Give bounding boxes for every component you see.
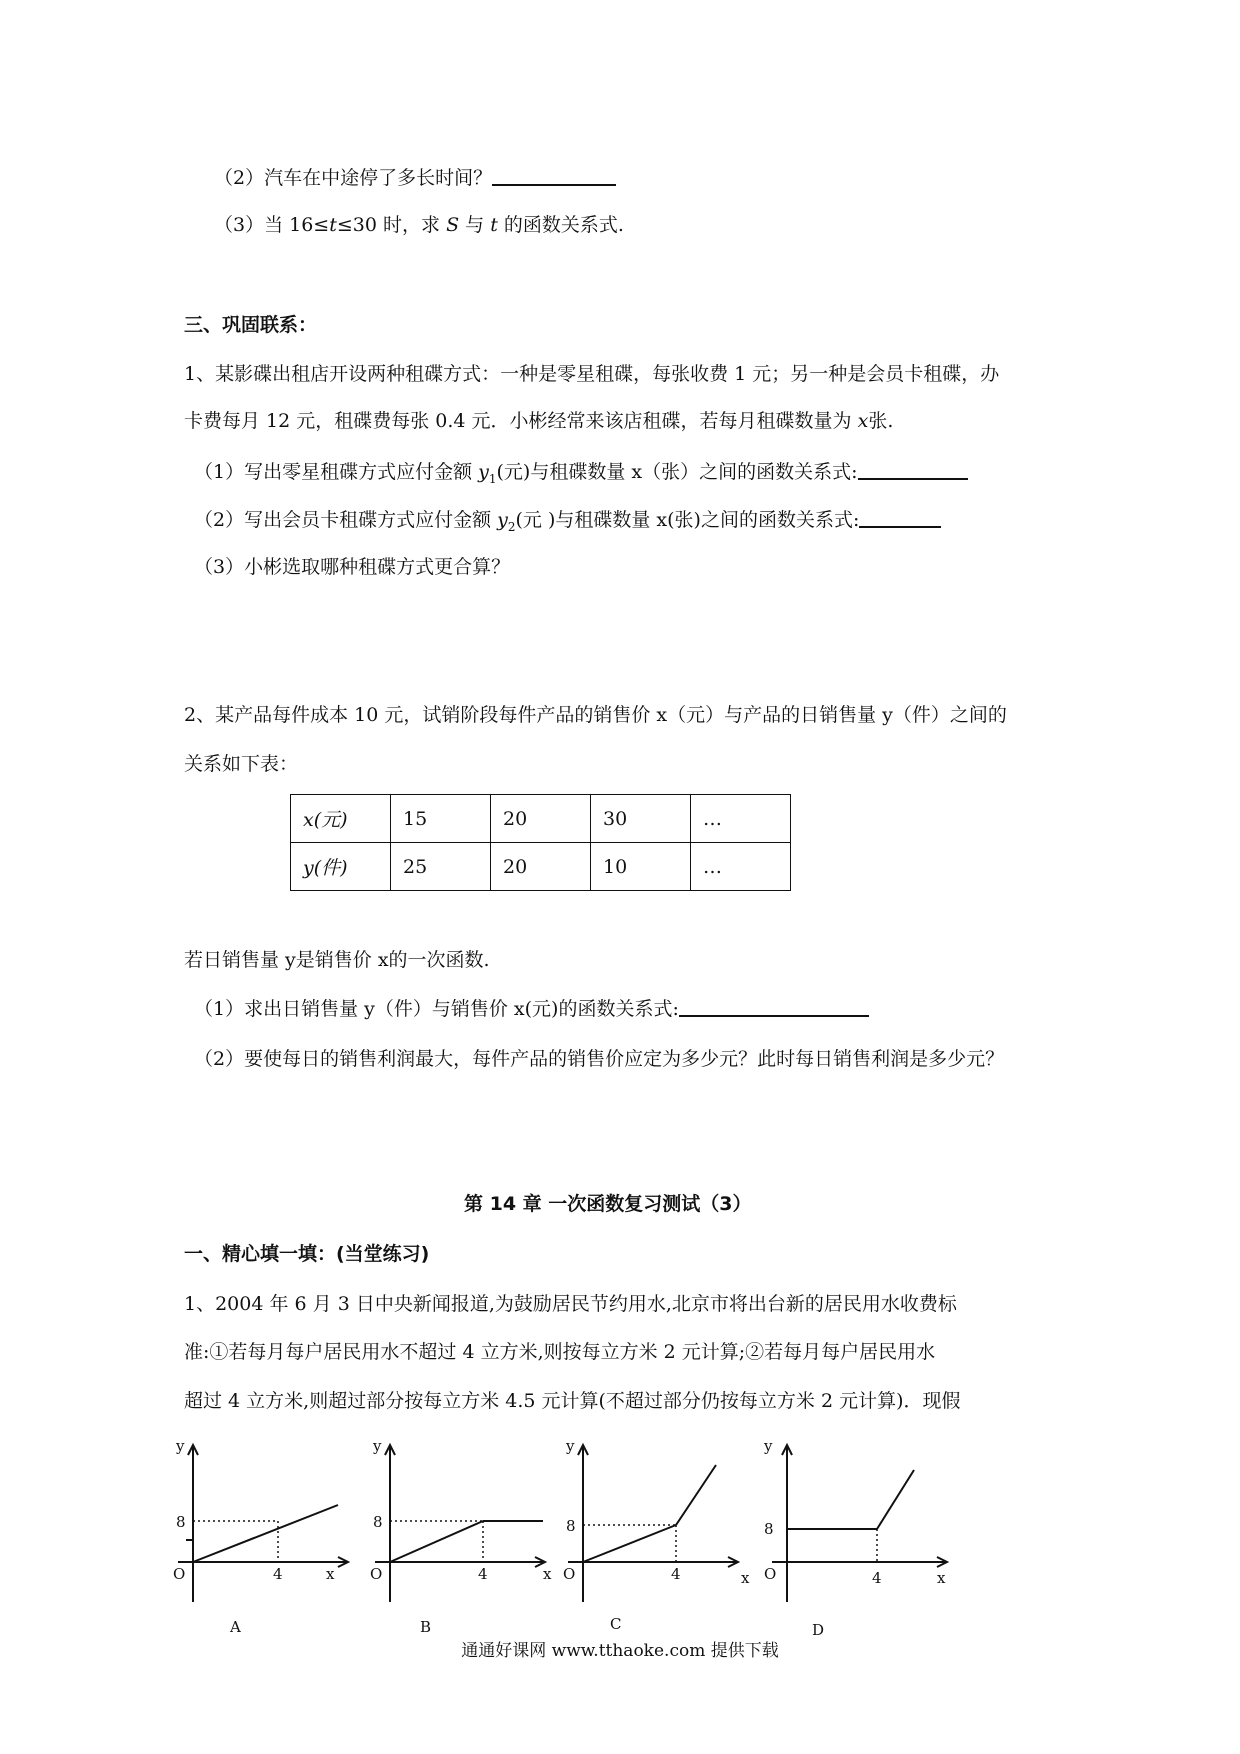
answer-blank — [858, 460, 968, 480]
footer-watermark: 通通好课网 www.tthaoke.com 提供下载 — [461, 1641, 779, 1661]
svg-text:y: y — [764, 1437, 773, 1455]
problem-1-sub-3: （3）小彬选取哪种租碟方式更合算？ — [194, 556, 511, 578]
svg-text:8: 8 — [176, 1513, 186, 1531]
svg-text:y: y — [566, 1437, 575, 1455]
svg-text:A: A — [230, 1618, 241, 1636]
svg-text:x: x — [741, 1569, 750, 1587]
test-title: 第 14 章 一次函数复习测试（3） — [464, 1193, 752, 1215]
graph-option-c — [558, 1437, 758, 1647]
test-question-line-2: 准:①若每月每户居民用水不超过 4 立方米,则按每立方米 2 元计算;②若每月每户居民用水 — [184, 1341, 936, 1363]
table-cell: y(件) — [291, 843, 391, 891]
table-cell: 10 — [591, 843, 691, 891]
svg-text:4: 4 — [671, 1565, 681, 1583]
problem-1-sub-2: （2）写出会员卡租碟方式应付金额 $y_2$(元 )与租碟数量 x(张)之间的函数关系式: — [194, 508, 941, 539]
svg-text:x: x — [543, 1565, 552, 1583]
table-row — [291, 843, 791, 891]
question-2: （2）汽车在中途停了多长时间？ — [214, 166, 616, 190]
graph-option-a — [168, 1437, 368, 1647]
problem-2-line-2: 关系如下表： — [184, 753, 299, 775]
svg-text:B: B — [420, 1618, 432, 1636]
table-cell: 25 — [391, 843, 491, 891]
section-heading: 三、巩固联系： — [184, 314, 318, 336]
problem-2-sub-1: （1）求出日销售量 y（件）与销售价 x(元)的函数关系式: — [194, 997, 869, 1021]
problem-2-condition: 若日销售量 y是销售价 x的一次函数. — [184, 949, 490, 971]
svg-text:8: 8 — [566, 1517, 576, 1535]
test-section-heading: 一、精心填一填：(当堂练习) — [184, 1243, 430, 1265]
svg-text:4: 4 — [273, 1565, 283, 1583]
svg-text:4: 4 — [478, 1565, 488, 1583]
problem-1-sub-1: （1）写出零星租碟方式应付金额 $y_1$(元)与租碟数量 x（张）之间的函数关系式: — [194, 460, 968, 491]
graph-option-d — [752, 1437, 952, 1647]
svg-text:O: O — [764, 1565, 777, 1583]
answer-blank — [859, 508, 941, 528]
table-cell: x(元) — [291, 795, 391, 843]
svg-text:O: O — [173, 1565, 186, 1583]
problem-1-line-2: 卡费每月 12 元，租碟费每张 0.4 元．小彬经常来该店租碟，若每月租碟数量为 x张. — [184, 410, 894, 432]
problem-1-line-1: 1、某影碟出租店开设两种租碟方式：一种是零星租碟，每张收费 1 元；另一种是会员卡租碟，办 — [184, 363, 1000, 385]
svg-text:D: D — [812, 1621, 825, 1639]
svg-text:C: C — [610, 1615, 622, 1633]
problem-2-line-1: 2、某产品每件成本 10 元，试销阶段每件产品的销售价 x（元）与产品的日销售量 y（件）之间的 — [184, 704, 1007, 726]
svg-text:O: O — [370, 1565, 383, 1583]
table-cell: … — [691, 795, 791, 843]
table-cell: 30 — [591, 795, 691, 843]
problem-2-sub-2: （2）要使每日的销售利润最大，每件产品的销售价应定为多少元？此时每日销售利润是多少元？ — [194, 1048, 1005, 1070]
table-cell: 20 — [491, 795, 591, 843]
table-row — [291, 795, 791, 843]
svg-text:y: y — [373, 1437, 382, 1455]
svg-text:O: O — [563, 1565, 576, 1583]
test-question-line-3: 超过 4 立方米,则超过部分按每立方米 4.5 元计算(不超过部分仍按每立方米 2 元计算)．现假 — [184, 1390, 961, 1412]
answer-blank — [679, 997, 869, 1017]
table-cell: 20 — [491, 843, 591, 891]
graph-option-b — [365, 1437, 565, 1647]
table-cell: … — [691, 843, 791, 891]
table-cell: 15 — [391, 795, 491, 843]
svg-text:4: 4 — [872, 1569, 882, 1587]
svg-text:8: 8 — [764, 1520, 774, 1538]
svg-text:y: y — [176, 1437, 185, 1455]
svg-text:x: x — [326, 1565, 335, 1583]
answer-blank — [492, 166, 616, 186]
price-sales-table — [290, 794, 791, 891]
test-question-line-1: 1、2004 年 6 月 3 日中央新闻报道,为鼓励居民节约用水,北京市将出台新的居民用水收费标 — [184, 1293, 957, 1315]
question-3: （3）当 16≤t≤30 时，求 S 与 t 的函数关系式. — [214, 214, 624, 236]
svg-text:x: x — [937, 1569, 946, 1587]
svg-text:8: 8 — [373, 1513, 383, 1531]
